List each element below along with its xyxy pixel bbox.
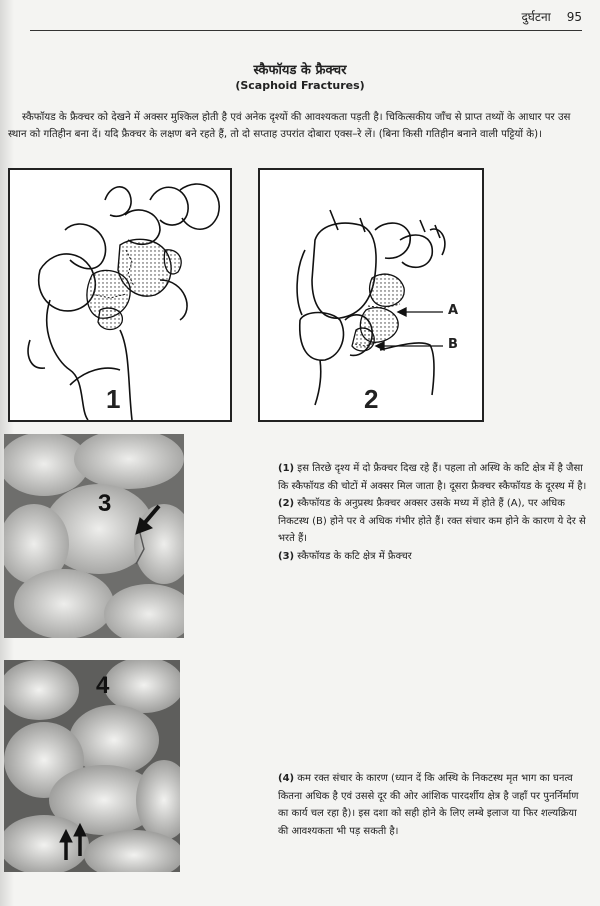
- caption-2-text: स्कैफॉयड के अनुप्रस्थ फ्रैक्चर अक्सर उसके मध्य में होते हैं (A), पर अधिक निकटस्थ (B) होने पर वे अधिक गंभीर होते हैं। रक्त संचार कम होने के कारण ये देर से भरते हैं।: [278, 498, 586, 544]
- figure-2-diagram: [258, 168, 484, 422]
- figure-3-xray-image: [4, 434, 184, 638]
- caption-2: [278, 495, 590, 548]
- caption-4-number: (4): [278, 773, 295, 784]
- caption-4-text: कम रक्त संचार के कारण (ध्यान दें कि अस्थि के निकटस्थ मृत भाग का घनत्व कितना अधिक है एवं उससे दूर की ओर आंशिक पारदर्शीय क्षेत्र है जहाँ पर पुनर्निर्माण का कार्य चल रहा है)। इस दशा को सही होने के लिए लम्बे इलाज या फिर शल्यक्रिया की आवश्यकता भी पड़ सकती है।: [278, 773, 579, 837]
- caption-4-block: [278, 770, 590, 840]
- caption-1-number: (1): [278, 463, 295, 474]
- caption-1-text: इस तिरछे दृश्य में दो फ्रैक्चर दिख रहे हैं। पहला तो अस्थि के कटि क्षेत्र में है जैसा कि स्कैफॉयड की चोटों में अक्सर मिल जाता है। दूसरा फ्रैक्चर स्कैफॉयड के दूरस्थ में है।: [278, 463, 587, 492]
- figure-2-label-a: A: [448, 303, 459, 318]
- caption-2-number: (2): [278, 498, 295, 509]
- caption-3-number: (3): [278, 550, 295, 562]
- figure-4-xray: [4, 660, 180, 872]
- caption-3-text: स्कैफॉयड के कटि क्षेत्र में फ्रैक्चर: [297, 550, 412, 562]
- running-header: [521, 8, 582, 25]
- figure-4-number: 4: [96, 672, 110, 699]
- figure-3-xray: [4, 434, 184, 638]
- caption-1: [278, 460, 590, 495]
- figure-4-xray-image: [4, 660, 180, 872]
- figure-2-number: 2: [364, 384, 379, 414]
- header-rule: [30, 30, 582, 31]
- page-subtitle: (Scaphoid Fractures): [235, 79, 365, 92]
- caption-3: [278, 548, 590, 566]
- figure-1-diagram: [8, 168, 232, 422]
- figure-2-label-b: B: [448, 337, 458, 352]
- captions-1-3: [278, 460, 590, 565]
- figure-2-drawing: [260, 170, 482, 420]
- figure-1-drawing: [10, 170, 230, 420]
- figure-1-number: 1: [106, 384, 121, 414]
- chapter-title: दुर्घटना: [521, 10, 551, 24]
- figure-3-number: 3: [98, 490, 112, 517]
- page-title: स्कैफॉयड के फ्रैक्चर: [253, 63, 347, 78]
- intro-paragraph: स्कैफॉयड के फ्रैक्चर को देखने में अक्सर मुश्किल होती है एवं अनेक दृश्यों की आवश्यकता पड़ती है। चिकित्सकीय जाँच से प्राप्त तथ्यों के आधार पर उस स्थान को गतिहीन बना दें। यदि फ्रैक्चर के लक्षण बने रहते हैं, तो दो सप्ताह उपरांत दोबारा एक्स–रे लें। (बिना किसी गतिहीन बनाने वाली पट्टियों के)।: [8, 112, 571, 140]
- page-number: 95: [566, 9, 582, 24]
- caption-4: [278, 770, 590, 840]
